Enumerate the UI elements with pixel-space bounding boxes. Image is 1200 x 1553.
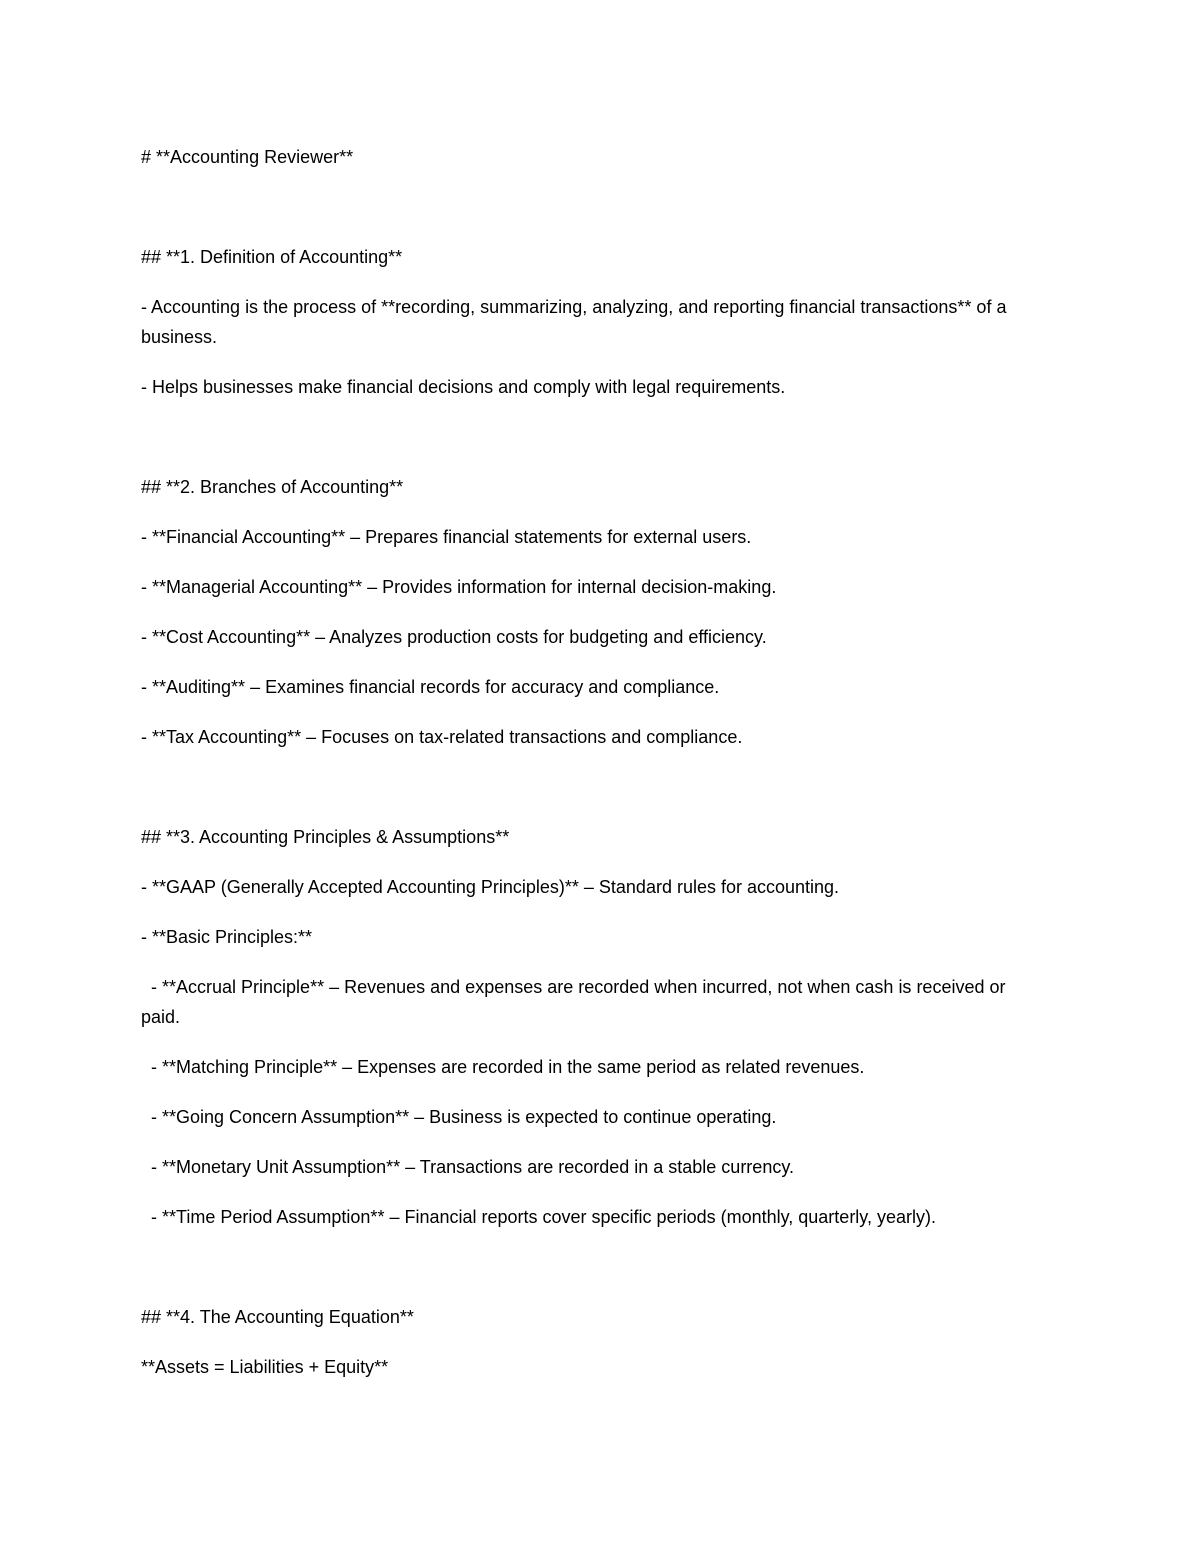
section-heading-branches: ## **2. Branches of Accounting** <box>141 477 404 497</box>
list-item: - **Tax Accounting** – Focuses on tax-related transactions and compliance. <box>141 727 743 747</box>
section-heading-equation: ## **4. The Accounting Equation** <box>141 1307 414 1327</box>
paragraph-line: - Accounting is the process of **recording, summarizing, analyzing, and reporting financial transactions** of a business. <box>141 297 1012 347</box>
list-item: - **Basic Principles:** <box>141 927 313 947</box>
sub-list-item: - **Monetary Unit Assumption** – Transactions are recorded in a stable currency. <box>141 1157 794 1177</box>
sub-list-item: - **Matching Principle** – Expenses are recorded in the same period as related revenues. <box>141 1057 865 1077</box>
sub-list-item: - **Accrual Principle** – Revenues and expenses are recorded when incurred, not when cash is received or paid. <box>141 977 1011 1027</box>
document-body <box>141 142 1041 1402</box>
section-heading-definition: ## **1. Definition of Accounting** <box>141 247 403 267</box>
list-item: - **Financial Accounting** – Prepares financial statements for external users. <box>141 527 752 547</box>
sub-list-item: - **Time Period Assumption** – Financial reports cover specific periods (monthly, quarterly, yearly). <box>141 1207 936 1227</box>
section-heading-principles: ## **3. Accounting Principles & Assumptions** <box>141 827 510 847</box>
document-title: # **Accounting Reviewer** <box>141 147 354 167</box>
accounting-equation: **Assets = Liabilities + Equity** <box>141 1357 389 1377</box>
list-item: - **Cost Accounting** – Analyzes production costs for budgeting and efficiency. <box>141 627 767 647</box>
list-item: - **Auditing** – Examines financial records for accuracy and compliance. <box>141 677 720 697</box>
list-item: - **GAAP (Generally Accepted Accounting Principles)** – Standard rules for accounting. <box>141 877 840 897</box>
paragraph-line: - Helps businesses make financial decisions and comply with legal requirements. <box>141 377 786 397</box>
list-item: - **Managerial Accounting** – Provides information for internal decision-making. <box>141 577 777 597</box>
sub-list-item: - **Going Concern Assumption** – Business is expected to continue operating. <box>141 1107 777 1127</box>
